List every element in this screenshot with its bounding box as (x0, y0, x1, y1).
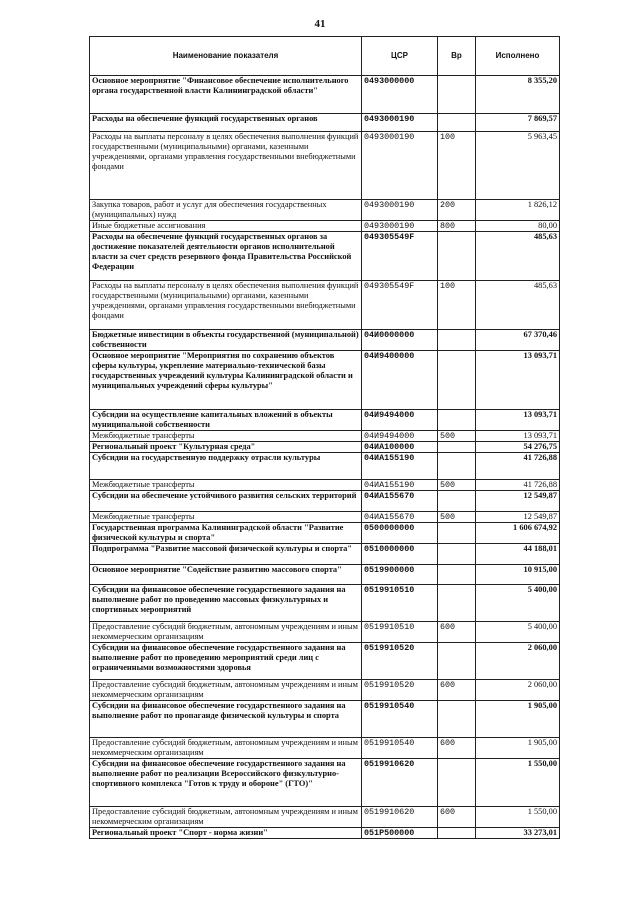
row-csr: 04И9494000 (362, 410, 438, 431)
row-csr: 0519910520 (362, 680, 438, 701)
table-row (90, 351, 560, 410)
row-name: Расходы на выплаты персоналу в целях обеспечения выполнения функций государственными (муниципальными) органами, казенными учреждениями, органами управления государственными внебюджетными фондами (90, 281, 362, 330)
row-vr: 800 (438, 221, 476, 232)
row-amount: 485,63 (476, 232, 560, 281)
row-csr: 0519910520 (362, 643, 438, 680)
row-name: Предоставление субсидий бюджетным, автономным учреждениям и иным некоммерческим организациям (90, 807, 362, 828)
row-csr: 0493000190 (362, 132, 438, 200)
row-vr (438, 544, 476, 565)
row-amount: 12 549,87 (476, 512, 560, 523)
row-csr: 051P500000 (362, 828, 438, 839)
row-amount: 7 869,57 (476, 114, 560, 132)
row-name: Субсидии на обеспечение устойчивого развития сельских территорий (90, 491, 362, 512)
row-csr: 0493000190 (362, 221, 438, 232)
row-csr: 04ИА155670 (362, 512, 438, 523)
row-csr: 04ИА155670 (362, 491, 438, 512)
row-amount: 80,00 (476, 221, 560, 232)
table-row (90, 480, 560, 491)
row-name: Основное мероприятие "Содействие развитию массового спорта" (90, 565, 362, 585)
header-vr: Вр (438, 37, 476, 76)
row-vr: 100 (438, 132, 476, 200)
row-vr (438, 759, 476, 807)
table-row (90, 807, 560, 828)
row-vr (438, 643, 476, 680)
row-csr: 0510000000 (362, 544, 438, 565)
row-csr: 049305549F (362, 232, 438, 281)
row-name: Региональный проект "Спорт - норма жизни" (90, 828, 362, 839)
row-vr: 600 (438, 622, 476, 643)
row-amount: 54 276,75 (476, 442, 560, 453)
table-row (90, 232, 560, 281)
row-name: Основное мероприятие "Мероприятия по сохранению объектов сферы культуры, укрепление материально-технической базы государственных учреждений культуры Калининградской области и муниципальных учреждений сферы культуры" (90, 351, 362, 410)
row-name: Предоставление субсидий бюджетным, автономным учреждениям и иным некоммерческим организациям (90, 738, 362, 759)
row-name: Субсидии на финансовое обеспечение государственного задания на выполнение работ по реализации Всероссийского физкультурно-спортивного комплекса "Готов к труду и обороне" (ГТО)" (90, 759, 362, 807)
header-name: Наименование показателя (90, 37, 362, 76)
table-body (90, 76, 560, 839)
row-csr: 0519900000 (362, 565, 438, 585)
table-row (90, 281, 560, 330)
row-name: Государственная программа Калининградской области "Развитие физической культуры и спорта" (90, 523, 362, 544)
row-csr: 04И9494000 (362, 431, 438, 442)
row-name: Субсидии на финансовое обеспечение государственного задания на выполнение работ по пропаганде физической культуры и спорта (90, 701, 362, 738)
row-vr (438, 330, 476, 351)
row-name: Закупка товаров, работ и услуг для обеспечения государственных (муниципальных) нужд (90, 200, 362, 221)
row-vr: 500 (438, 512, 476, 523)
row-amount: 1 550,00 (476, 759, 560, 807)
row-amount: 33 273,01 (476, 828, 560, 839)
row-amount: 12 549,87 (476, 491, 560, 512)
table-row (90, 132, 560, 200)
row-vr (438, 523, 476, 544)
table-row (90, 410, 560, 431)
row-csr: 049305549F (362, 281, 438, 330)
row-vr (438, 232, 476, 281)
row-vr (438, 565, 476, 585)
row-vr: 600 (438, 680, 476, 701)
table-row (90, 643, 560, 680)
row-amount: 41 726,88 (476, 453, 560, 480)
row-amount: 5 400,00 (476, 585, 560, 622)
row-vr (438, 453, 476, 480)
row-amount: 485,63 (476, 281, 560, 330)
table-row (90, 622, 560, 643)
table-row (90, 680, 560, 701)
row-name: Иные бюджетные ассигнования (90, 221, 362, 232)
table-row (90, 738, 560, 759)
page-number: 41 (314, 18, 326, 30)
row-name: Межбюджетные трансферты (90, 480, 362, 491)
table-row (90, 330, 560, 351)
row-vr (438, 76, 476, 114)
row-amount: 5 963,45 (476, 132, 560, 200)
table-row (90, 491, 560, 512)
row-csr: 0519910540 (362, 701, 438, 738)
table-row (90, 701, 560, 738)
row-amount: 41 726,88 (476, 480, 560, 491)
row-csr: 04И0000000 (362, 330, 438, 351)
row-amount: 2 060,00 (476, 680, 560, 701)
row-name: Расходы на обеспечение функций государственных органов за достижение показателей деятельности органов исполнительной власти за счет средств резервного фонда Правительства Российской Федерации (90, 232, 362, 281)
row-name: Предоставление субсидий бюджетным, автономным учреждениям и иным некоммерческим организациям (90, 680, 362, 701)
table-header-row (90, 37, 560, 76)
row-vr: 600 (438, 807, 476, 828)
row-csr: 0493000190 (362, 200, 438, 221)
row-vr (438, 114, 476, 132)
table-row (90, 759, 560, 807)
row-csr: 0519910620 (362, 759, 438, 807)
table-row (90, 565, 560, 585)
row-csr: 04ИА100000 (362, 442, 438, 453)
row-csr: 0493000000 (362, 76, 438, 114)
row-amount: 13 093,71 (476, 431, 560, 442)
table-row (90, 114, 560, 132)
row-name: Межбюджетные трансферты (90, 512, 362, 523)
row-csr: 0493000190 (362, 114, 438, 132)
row-amount: 1 550,00 (476, 807, 560, 828)
row-csr: 04ИА155190 (362, 453, 438, 480)
row-amount: 10 915,00 (476, 565, 560, 585)
row-name: Межбюджетные трансферты (90, 431, 362, 442)
table-row (90, 544, 560, 565)
row-csr: 04ИА155190 (362, 480, 438, 491)
table-row (90, 585, 560, 622)
row-csr: 0519910510 (362, 622, 438, 643)
row-csr: 0519910620 (362, 807, 438, 828)
row-amount: 5 400,00 (476, 622, 560, 643)
row-name: Субсидии на осуществление капитальных вложений в объекты муниципальной собственности (90, 410, 362, 431)
row-name: Субсидии на финансовое обеспечение государственного задания на выполнение работ по проведению мероприятий среди лиц с ограниченными возможностями здоровья (90, 643, 362, 680)
row-vr: 500 (438, 431, 476, 442)
row-csr: 0519910540 (362, 738, 438, 759)
row-vr (438, 828, 476, 839)
row-amount: 8 355,20 (476, 76, 560, 114)
row-vr (438, 410, 476, 431)
table-row (90, 442, 560, 453)
table-row (90, 828, 560, 839)
row-vr: 200 (438, 200, 476, 221)
header-csr: ЦСР (362, 37, 438, 76)
row-amount: 1 606 674,92 (476, 523, 560, 544)
row-amount: 1 826,12 (476, 200, 560, 221)
row-name: Предоставление субсидий бюджетным, автономным учреждениям и иным некоммерческим организациям (90, 622, 362, 643)
table-row (90, 76, 560, 114)
row-name: Основное мероприятие "Финансовое обеспечение исполнительного органа государственной власти Калининградской области" (90, 76, 362, 114)
row-amount: 1 905,00 (476, 738, 560, 759)
row-amount: 13 093,71 (476, 351, 560, 410)
row-name: Региональный проект "Культурная среда" (90, 442, 362, 453)
table-row (90, 453, 560, 480)
row-vr (438, 585, 476, 622)
row-amount: 44 188,01 (476, 544, 560, 565)
budget-table (89, 36, 560, 839)
row-name: Субсидии на государственную поддержку отрасли культуры (90, 453, 362, 480)
row-vr (438, 491, 476, 512)
row-amount: 13 093,71 (476, 410, 560, 431)
row-amount: 67 370,46 (476, 330, 560, 351)
row-amount: 1 905,00 (476, 701, 560, 738)
table-row (90, 200, 560, 221)
row-name: Субсидии на финансовое обеспечение государственного задания на выполнение работ по проведению массовых физкультурных и спортивных мероприятий (90, 585, 362, 622)
row-vr: 500 (438, 480, 476, 491)
row-csr: 04И9400000 (362, 351, 438, 410)
row-vr: 600 (438, 738, 476, 759)
row-name: Бюджетные инвестиции в объекты государственной (муниципальной) собственности (90, 330, 362, 351)
row-vr (438, 442, 476, 453)
row-vr (438, 351, 476, 410)
row-name: Расходы на обеспечение функций государственных органов (90, 114, 362, 132)
row-name: Подпрограмма "Развитие массовой физической культуры и спорта" (90, 544, 362, 565)
row-csr: 0519910510 (362, 585, 438, 622)
table-row (90, 221, 560, 232)
table-row (90, 512, 560, 523)
row-csr: 0500000000 (362, 523, 438, 544)
row-vr (438, 701, 476, 738)
header-amount: Исполнено (476, 37, 560, 76)
table-row (90, 431, 560, 442)
row-vr: 100 (438, 281, 476, 330)
row-amount: 2 060,00 (476, 643, 560, 680)
table-row (90, 523, 560, 544)
row-name: Расходы на выплаты персоналу в целях обеспечения выполнения функций государственными (муниципальными) органами, казенными учреждениями, органами управления государственными внебюджетными фондами (90, 132, 362, 200)
